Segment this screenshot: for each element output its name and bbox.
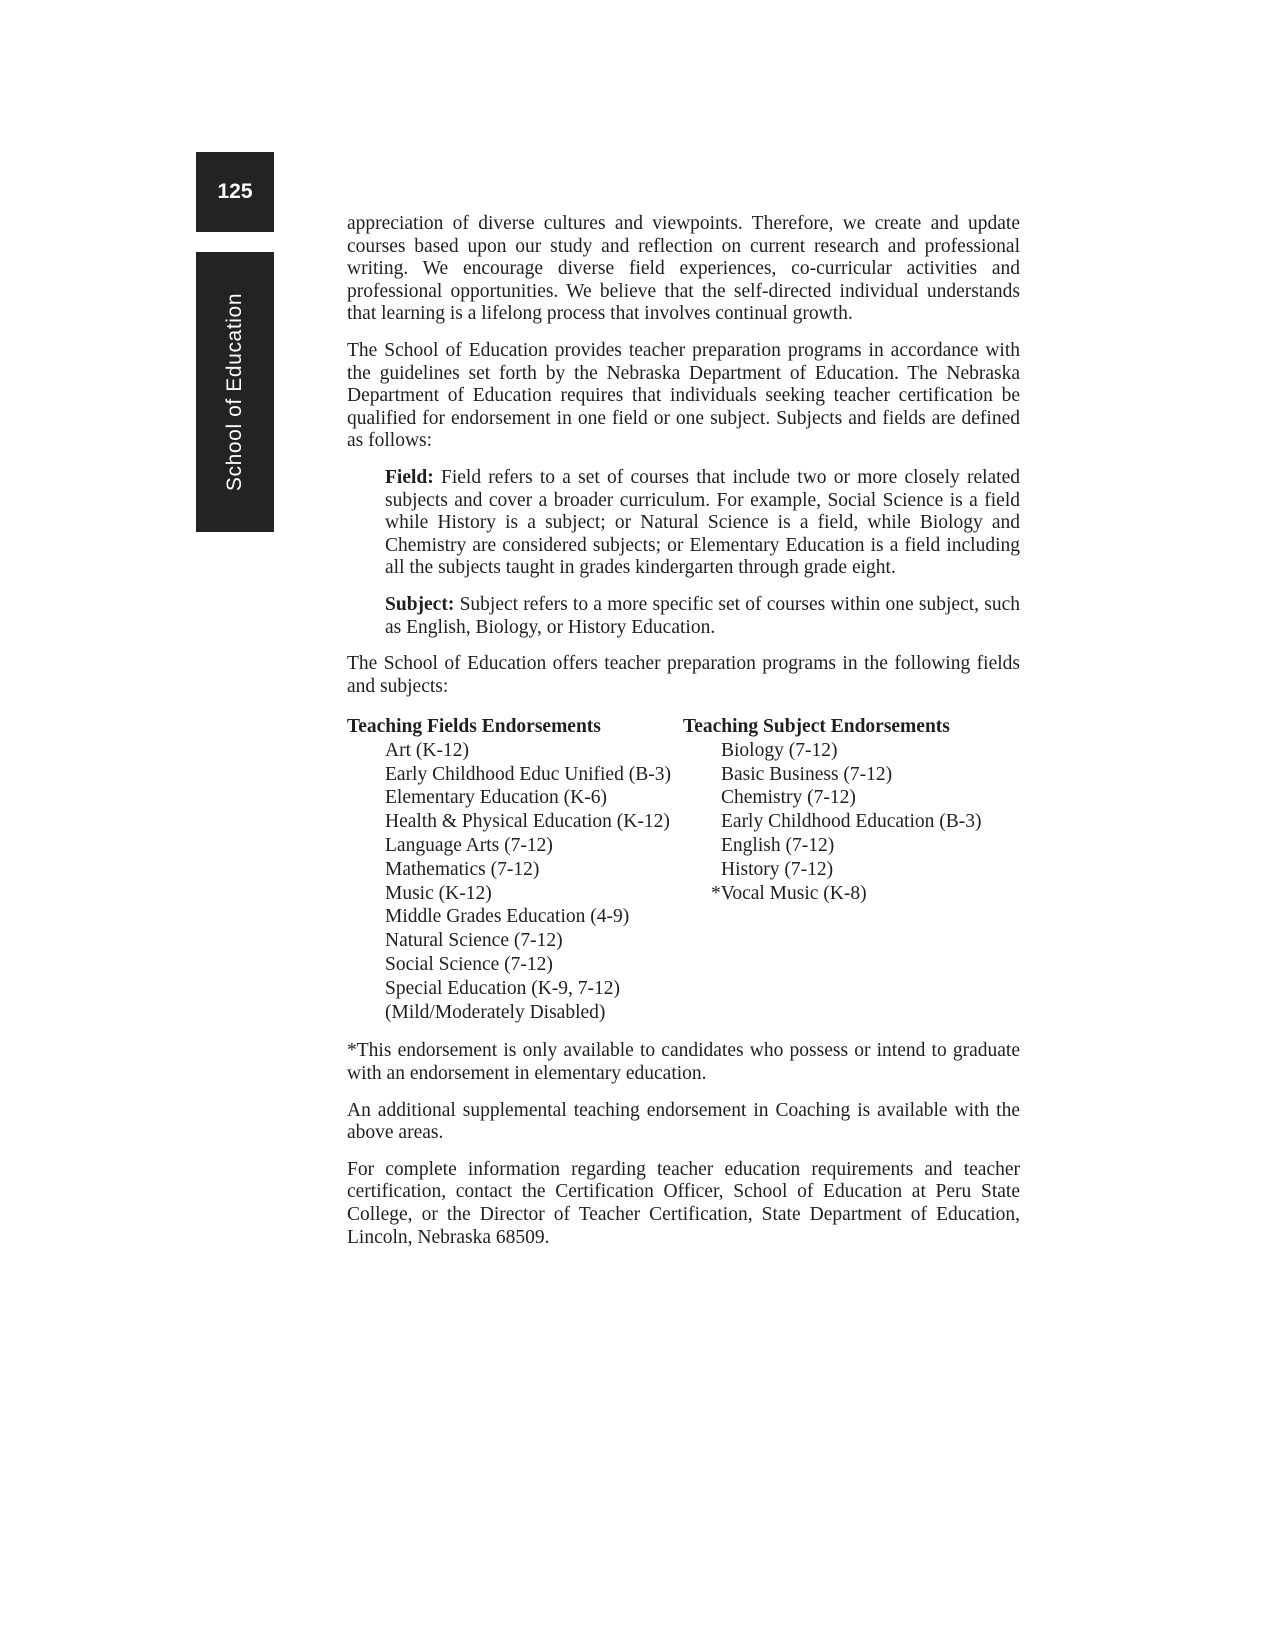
list-item: *Vocal Music (K-8) [711, 882, 867, 904]
field-definition [385, 467, 1020, 580]
fields-column [347, 716, 683, 1024]
list-item: Mathematics (7-12) [385, 858, 540, 880]
subjects-list [683, 739, 1020, 906]
list-item: Elementary Education (K-6) [385, 787, 607, 809]
programs-paragraph: The School of Education provides teacher preparation programs in accordance with the guidelines set forth by the Nebraska Department of Education. The Nebraska Department of Education requires that individuals seeking teacher certification be qualified for endorsement in one field or one subject. Subjects and fields are defined as follows: [347, 339, 1020, 452]
endorsement-lists [347, 716, 1020, 1024]
list-item: Early Childhood Education (B-3) [721, 811, 982, 833]
page-content [347, 213, 1020, 1263]
footnote: *This endorsement is only available to candidates who possess or intend to graduate with an endorsement in elementary education. [347, 1040, 1020, 1085]
list-item: Biology (7-12) [721, 739, 838, 761]
field-term: Field: [385, 466, 434, 488]
list-item: (Mild/Moderately Disabled) [385, 1001, 606, 1023]
list-item: Middle Grades Education (4-9) [385, 906, 630, 928]
subject-definition [385, 594, 1020, 639]
list-item: Art (K-12) [385, 739, 469, 761]
intro-paragraph: appreciation of diverse cultures and viewpoints. Therefore, we create and update courses based upon our study and reflection on current research and professional writing. We encourage diverse field experiences, co-curricular activities and professional opportunities. We believe that the self-directed individual understands that learning is a lifelong process that involves continual growth. [347, 213, 1020, 325]
field-definition-text: Field refers to a set of courses that include two or more closely related subjects and cover a broader curriculum. For example, Social Science is a field while History is a subject; or Natural Science is a field, while Biology and Chemistry are considered subjects; or Elementary Education is a field including all the subjects taught in grades kindergarten through grade eight. [385, 466, 1021, 579]
section-label: School of Education [223, 292, 246, 492]
page-number: 125 [217, 180, 253, 203]
list-item: Music (K-12) [385, 882, 492, 904]
list-item: Special Education (K-9, 7-12) [385, 977, 621, 999]
page-number-tab [196, 152, 274, 232]
offerings-paragraph: The School of Education offers teacher preparation programs in the following fields and subjects: [347, 653, 1020, 697]
section-tab [196, 252, 274, 532]
subject-term: Subject: [385, 593, 455, 615]
list-item: History (7-12) [721, 858, 834, 880]
list-item: Early Childhood Educ Unified (B-3) [385, 763, 671, 785]
list-item: Natural Science (7-12) [385, 930, 563, 952]
subjects-column [683, 716, 1020, 1024]
coaching-paragraph: An additional supplemental teaching endorsement in Coaching is available with the above areas. [347, 1099, 1020, 1144]
list-item: Language Arts (7-12) [385, 835, 553, 857]
subject-definition-text: Subject refers to a more specific set of courses within one subject, such as English, Biology, or History Education. [385, 593, 1020, 638]
list-item: English (7-12) [721, 835, 835, 857]
subjects-heading: Teaching Subject Endorsements [683, 716, 950, 738]
list-item: Chemistry (7-12) [721, 787, 856, 809]
list-item: Social Science (7-12) [385, 954, 553, 976]
fields-heading: Teaching Fields Endorsements [347, 716, 601, 738]
contact-paragraph: For complete information regarding teacher education requirements and teacher certification, contact the Certification Officer, School of Education at Peru State College, or the Director of Teacher Certification, State Department of Education, Lincoln, Nebraska 68509. [347, 1158, 1020, 1248]
list-item: Basic Business (7-12) [721, 763, 893, 785]
list-item: Health & Physical Education (K-12) [385, 811, 670, 833]
fields-list [347, 739, 683, 1025]
